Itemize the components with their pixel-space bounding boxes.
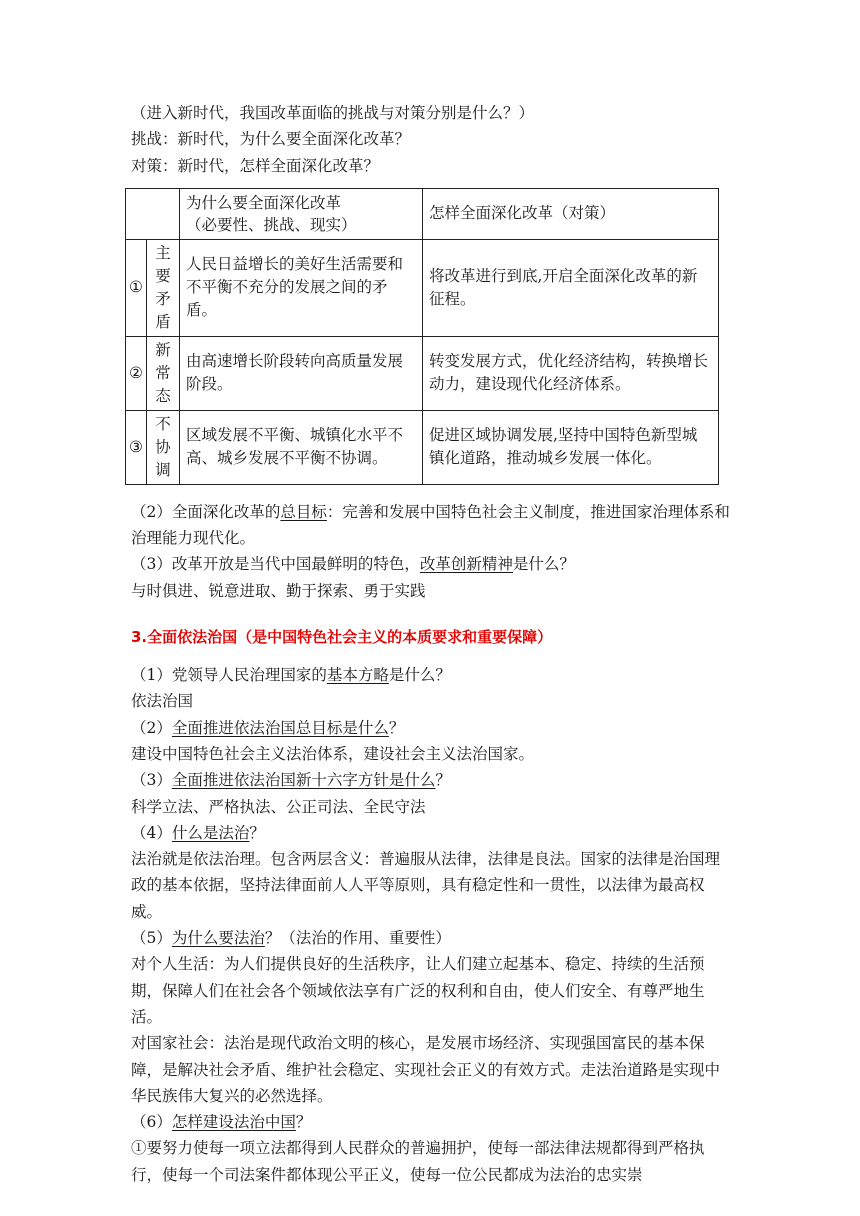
q6-underlined: 怎样建设法治中国 xyxy=(171,1113,296,1132)
q6-prefix: （6） xyxy=(131,1113,172,1132)
row-why: 人民日益增长的美好生活需要和不平衡不充分的发展之间的矛盾。 xyxy=(180,239,423,336)
q3-suffix: ？ xyxy=(435,771,451,790)
q3-answer: 科学立法、严格执法、公正司法、全民守法 xyxy=(131,797,426,816)
row-tag: 不协调 xyxy=(147,410,180,484)
q3-underlined: 全面推进依法治国新十六字方针是什么 xyxy=(171,771,436,790)
goal-prefix: （2）全面深化改革的 xyxy=(131,502,281,521)
spirit-prefix: （3）改革开放是当代中国最鲜明的特色， xyxy=(131,555,420,574)
spirit-suffix: 是什么？ xyxy=(512,555,575,574)
intro-question: （进入新时代，我国改革面临的挑战与对策分别是什么？） xyxy=(131,104,535,122)
q1-question xyxy=(131,662,731,688)
q2-suffix: ？ xyxy=(388,718,405,737)
header-why-line1: 为什么要全面深化改革 xyxy=(186,193,342,212)
table-row xyxy=(126,336,719,410)
header-why-cell xyxy=(180,188,423,239)
q4-prefix: （4） xyxy=(131,823,172,842)
q2-answer: 建设中国特色社会主义法治体系，建设社会主义法治国家。 xyxy=(131,744,535,763)
q1-answer: 依法治国 xyxy=(131,692,194,711)
reform-goal xyxy=(131,499,731,552)
q1-prefix: （1）党领导人民治理国家的 xyxy=(131,666,327,685)
spirit-answer: 与时俱进、锐意进取、勤于探索、勇于实践 xyxy=(131,581,426,600)
q6-question xyxy=(131,1109,731,1135)
document-page xyxy=(131,100,731,1188)
q4-question xyxy=(131,820,731,846)
q6-suffix: ？ xyxy=(295,1113,312,1132)
header-how-cell: 怎样全面深化改革（对策） xyxy=(423,188,719,239)
table-corner-cell xyxy=(126,188,180,239)
row-why: 由高速增长阶段转向高质量发展阶段。 xyxy=(180,336,423,410)
header-why-line2: （必要性、挑战、现实） xyxy=(186,215,357,234)
q3-prefix: （3） xyxy=(131,771,172,790)
row-number: ② xyxy=(126,336,147,410)
q1-underlined: 基本方略 xyxy=(326,666,389,685)
table-row xyxy=(126,410,719,484)
q5-suffix: ？（法治的作用、重要性） xyxy=(264,929,451,948)
row-why: 区域发展不平衡、城镇化水平不高、城乡发展不平衡不协调。 xyxy=(180,410,423,484)
spacer xyxy=(131,485,731,499)
q6-answer: ①要努力使每一项立法都得到人民群众的普遍拥护，使每一部法律法规都得到严格执行，使每一个司法案件都体现公平正义，使每一位公民都成为法治的忠实崇 xyxy=(131,1139,705,1184)
q5-answer-personal: 对个人生活：为人们提供良好的生活秩序，让人们建立起基本、稳定、持续的生活预期，保障人们在社会各个领域依法享有广泛的权利和自由，使人们安全、有尊严地生活。 xyxy=(131,955,705,1026)
q2-underlined: 全面推进依法治国总目标是什么 xyxy=(171,718,389,737)
q4-answer: 法治就是依法治理。包含两层含义：普遍服从法律，法律是良法。国家的法律是治国理政的基本依据，坚持法律面前人人平等原则，具有稳定性和一贯性，以法律为最高权威。 xyxy=(131,850,721,921)
spirit-underlined: 改革创新精神 xyxy=(419,555,513,574)
q5-question xyxy=(131,925,731,951)
section-heading: 3.全面依法治国（是中国特色社会主义的本质要求和重要保障） xyxy=(131,628,553,647)
q4-underlined: 什么是法治 xyxy=(171,823,250,842)
q1-suffix: 是什么？ xyxy=(388,666,451,685)
table-header-row xyxy=(126,188,719,239)
goal-underlined: 总目标 xyxy=(280,502,327,521)
intro-strategy: 对策：新时代，怎样全面深化改革？ xyxy=(131,156,380,175)
spirit-question xyxy=(131,551,731,577)
reform-table xyxy=(125,188,719,485)
row-number: ③ xyxy=(126,410,147,484)
q3-question xyxy=(131,767,731,793)
q2-prefix: （2） xyxy=(131,718,172,737)
row-tag: 主要矛盾 xyxy=(147,239,180,336)
goal-text: ：完善和发展中国特色社会主义制度，推进国家治理体系和治理能力现代化。 xyxy=(131,502,730,548)
intro-challenge: 挑战：新时代，为什么要全面深化改革？ xyxy=(131,130,411,149)
row-how: 转变发展方式，优化经济结构，转换增长动力，建设现代化经济体系。 xyxy=(423,336,719,410)
row-how: 将改革进行到底,开启全面深化改革的新征程。 xyxy=(423,239,719,336)
q5-underlined: 为什么要法治 xyxy=(171,929,265,948)
row-tag: 新常态 xyxy=(147,336,180,410)
q2-question xyxy=(131,715,731,741)
row-how: 促进区域协调发展,坚持中国特色新型城镇化道路，推动城乡发展一体化。 xyxy=(423,410,719,484)
table-row xyxy=(126,239,719,336)
q4-suffix: ？ xyxy=(249,823,265,842)
q5-answer-country: 对国家社会：法治是现代政治文明的核心，是发展市场经济、实现强国富民的基本保障，是解决社会矛盾、维护社会稳定、实现社会正义的有效方式。走法治道路是实现中华民族伟大复兴的必然选择。 xyxy=(131,1034,721,1105)
row-number: ① xyxy=(126,239,147,336)
q5-prefix: （5） xyxy=(131,929,172,948)
